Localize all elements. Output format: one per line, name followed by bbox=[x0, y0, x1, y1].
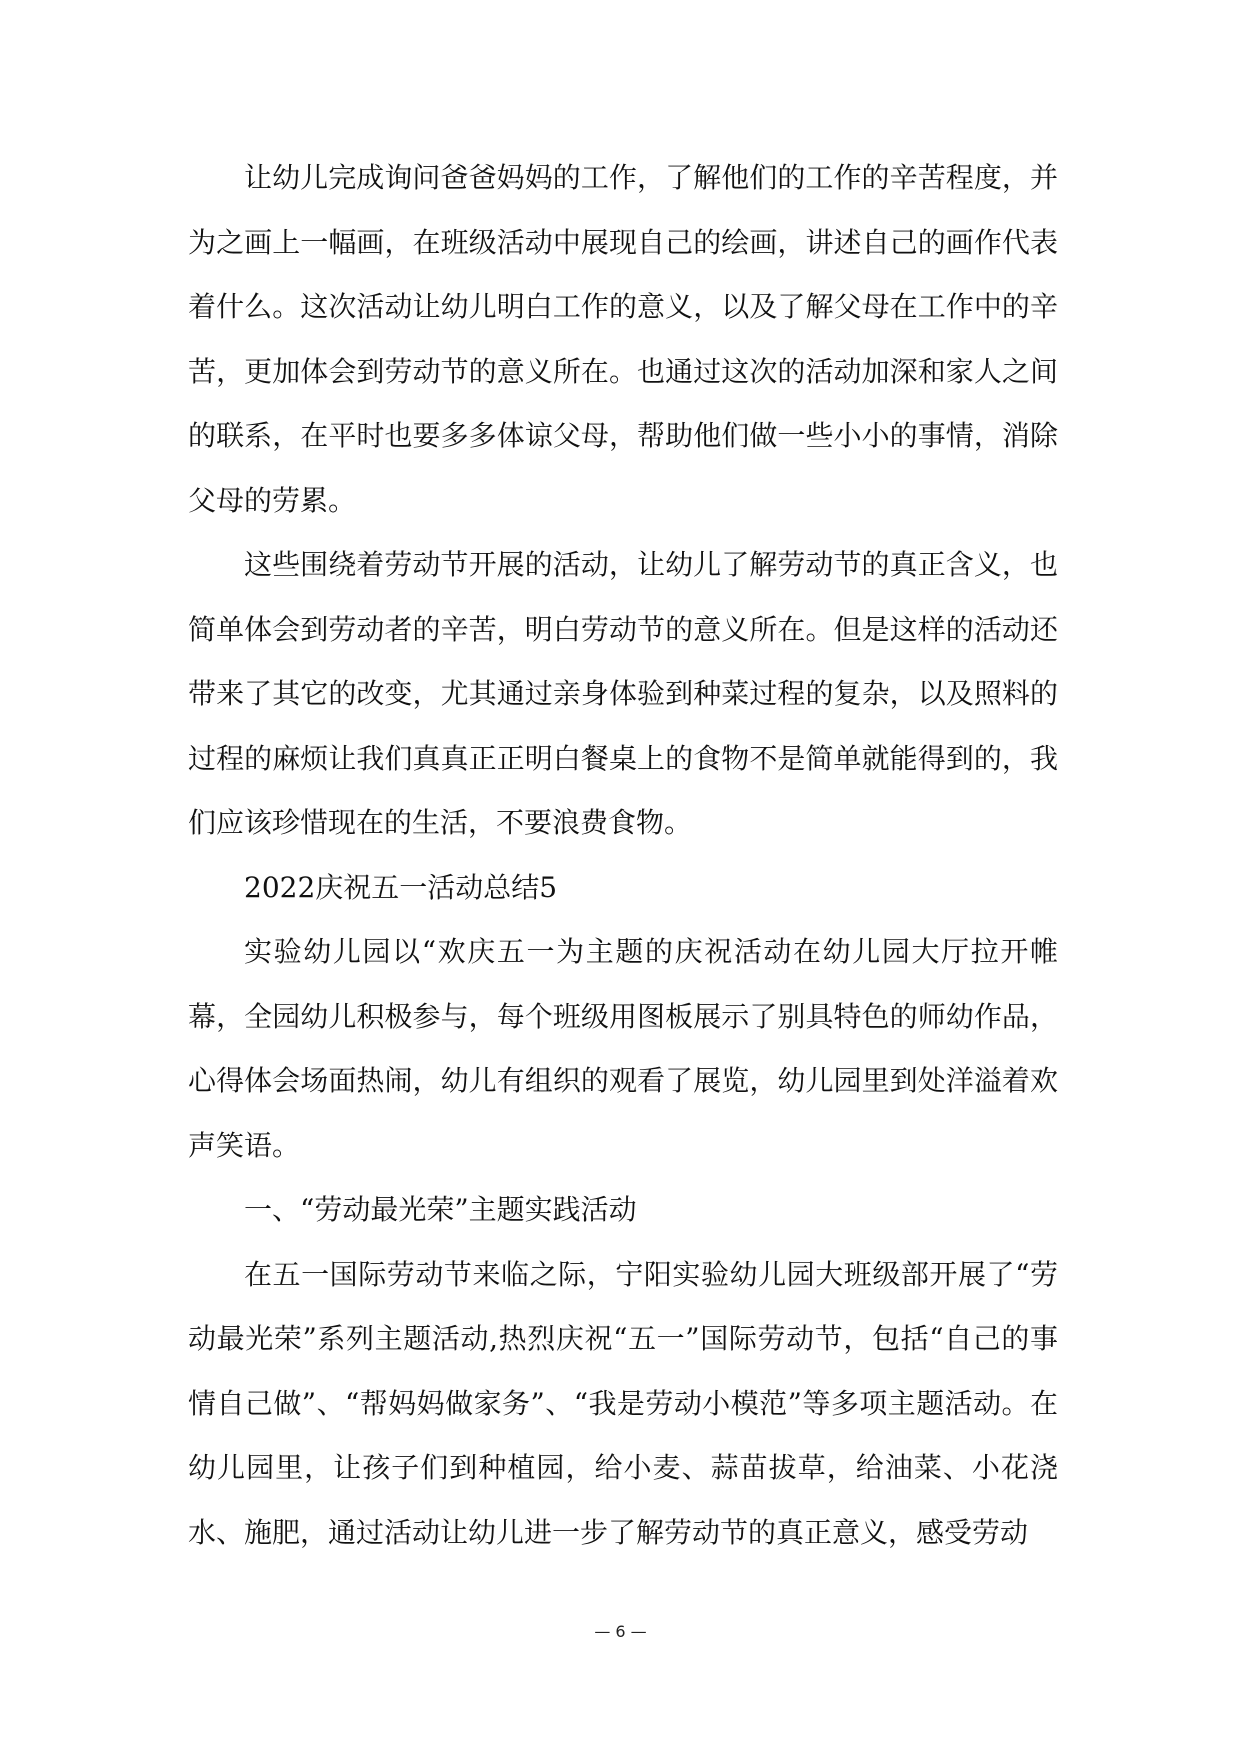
page-number: — 6 — bbox=[594, 1622, 647, 1641]
paragraph-2: 这些围绕着劳动节开展的活动，让幼儿了解劳动节的真正含义，也简单体会到劳动者的辛苦，明白劳动节的意义所在。但是这样的活动还带来了其它的改变，尤其通过亲身体验到种菜过程的复杂，以及照料的过程的麻烦让我们真真正正明白餐桌上的食物不是简单就能得到的，我们应该珍惜现在的生活，不要浪费食物。 bbox=[188, 548, 1058, 839]
subsection-title: 一、“劳动最光荣”主题实践活动 bbox=[244, 1193, 637, 1226]
paragraph-3: 实验幼儿园以“欢庆五一为主题的庆祝活动在幼儿园大厅拉开帷幕，全园幼儿积极参与，每个班级用图板展示了别具特色的师幼作品，心得体会场面热闹，幼儿有组织的观看了展览，幼儿园里到处洋溢着欢声笑语。 bbox=[188, 935, 1058, 1162]
section-title: 2022庆祝五一活动总结5 bbox=[244, 870, 558, 904]
paragraph-1: 让幼儿完成询问爸爸妈妈的工作，了解他们的工作的辛苦程度，并为之画上一幅画，在班级活动中展现自己的绘画，讲述自己的画作代表着什么。这次活动让幼儿明白工作的意义，以及了解父母在工作中的辛苦，更加体会到劳动节的意义所在。也通过这次的活动加深和家人之间的联系，在平时也要多多体谅父母，帮助他们做一些小小的事情，消除父母的劳累。 bbox=[188, 161, 1058, 517]
document-body bbox=[188, 146, 1058, 1565]
paragraph-4: 在五一国际劳动节来临之际，宁阳实验幼儿园大班级部开展了“劳动最光荣”系列主题活动,热烈庆祝“五一”国际劳动节，包括“自己的事情自己做”、“帮妈妈做家务”、“我是劳动小模范”等多项主题活动。在幼儿园里，让孩子们到种植园，给小麦、蒜苗拔草，给油菜、小花浇水、施肥，通过活动让幼儿进一步了解劳动节的真正意义，感受劳动 bbox=[188, 1257, 1058, 1549]
